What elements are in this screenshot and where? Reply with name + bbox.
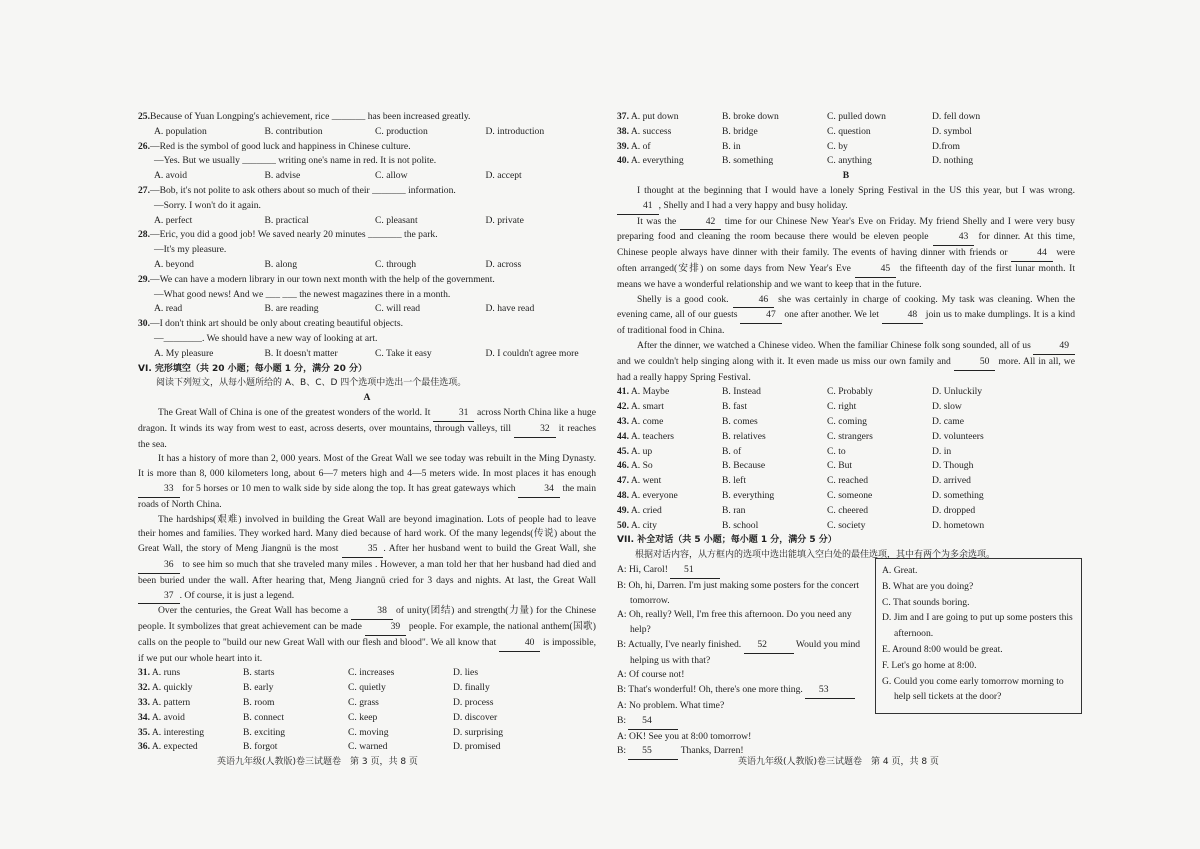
blank-43[interactable]: 43 — [933, 230, 975, 246]
question-text: —Bob, it's not polite to ask others about so much of their _______ information. — [150, 184, 456, 196]
option-choice[interactable]: 41. A. Maybe — [617, 386, 670, 398]
option-choice[interactable]: D. nothing — [932, 155, 974, 167]
option-choice[interactable]: C. grass — [348, 697, 379, 709]
option-choice[interactable]: C. Probably — [827, 386, 873, 398]
option-choice[interactable]: C. strangers — [827, 430, 873, 442]
option-choice[interactable]: C. cheered — [827, 504, 869, 516]
cloze-option-row — [138, 666, 596, 681]
option-choice[interactable]: D. lies — [453, 667, 479, 679]
cloze-option-row — [617, 459, 1075, 474]
option-choice[interactable]: A. population — [154, 125, 207, 137]
option-choice[interactable]: C. through — [375, 258, 417, 270]
option-choice[interactable]: C. pleasant — [375, 214, 418, 226]
option-choice[interactable]: C. But — [827, 460, 853, 472]
question-number: 41. — [617, 386, 629, 398]
option-choice[interactable]: 38. A. success — [617, 125, 672, 137]
box-option: G. Could you come early tomorrow morning to help sell tickets at the door? — [882, 675, 1064, 703]
option-choice[interactable]: 33. A. pattern — [138, 697, 191, 709]
option-choice[interactable]: C. coming — [827, 415, 867, 427]
question-item — [138, 273, 596, 317]
option-choice[interactable]: B. starts — [243, 667, 275, 679]
option-choice[interactable]: D.from — [932, 140, 960, 152]
blank-37[interactable]: 37 — [138, 589, 180, 605]
option-choice[interactable]: C. anything — [827, 155, 872, 167]
option-choice[interactable]: 34. A. avoid — [138, 711, 185, 723]
passage-a-paragraph: The hardships(艰难) involved in building the Great Wall are beyond imagination. Lots of people had to leave their homes and families. They worked hard. Many died because of hard work. Of the many legends(传说) about the Great Wall, the story of Meng Jiangnü is the most 35 . After her husband went to build the Great Wall, she 36 to see him so much that she traveled many miles . However, a man told her that her husband had died and been buried under the wall. After hearing that, Meng Jiangnü cried for 3 days and nights. At last, the Great Wall 37 . Of course, it is just a legend. — [138, 513, 596, 605]
option-choice[interactable]: D. Unluckily — [932, 386, 983, 398]
cloze-options-41-50 — [617, 385, 1075, 533]
option-choice[interactable]: C. will read — [375, 303, 421, 315]
cloze-option-row — [617, 474, 1075, 489]
blank-55[interactable]: 55 — [628, 744, 678, 760]
question-number: 38. — [617, 125, 629, 137]
blank-33[interactable]: 33 — [138, 482, 180, 498]
option-choice[interactable]: B. relatives — [722, 430, 766, 442]
box-option: E. Around 8:00 would be great. — [882, 643, 1003, 655]
dialogue-text: Oh, really? Well, I'm free this afternoon. Do you need any help? — [629, 609, 852, 636]
question-number: 25. — [138, 111, 150, 122]
cloze-option-row — [617, 519, 1075, 534]
question-item — [138, 228, 596, 272]
option-choice[interactable]: D. hometown — [932, 519, 985, 531]
dialogue-line — [617, 638, 869, 669]
speaker-label: B: — [617, 684, 629, 696]
option-choice[interactable]: C. someone — [827, 489, 873, 501]
dialogue-line — [617, 714, 869, 730]
cloze-option-row — [617, 489, 1075, 504]
blank-44[interactable]: 44 — [1011, 246, 1053, 262]
cloze-option-row — [617, 430, 1075, 445]
cloze-option-row — [617, 110, 1075, 125]
option-choice[interactable]: C. increases — [348, 667, 395, 679]
question-number: 36. — [138, 741, 150, 753]
dialogue-line — [617, 683, 869, 699]
option-choice[interactable]: B. advise — [264, 170, 301, 182]
option-choice[interactable]: 48. A. everyone — [617, 489, 678, 501]
question-options — [138, 302, 596, 317]
option-choice[interactable]: B. bridge — [722, 125, 758, 137]
option-choice[interactable]: 42. A. smart — [617, 401, 664, 413]
option-choice[interactable]: D. arrived — [932, 475, 971, 487]
option-choice[interactable]: B. comes — [722, 415, 758, 427]
option-choice[interactable]: D. slow — [932, 401, 962, 413]
option-choice[interactable]: B. Because — [722, 460, 766, 472]
question-item — [138, 317, 596, 361]
option-choice[interactable]: 40. A. everything — [617, 155, 684, 167]
dialogue-line — [617, 563, 869, 579]
speaker-label: A: — [617, 700, 629, 712]
passage-b-paragraph: After the dinner, we watched a Chinese video. When the familiar Chinese folk song sounded, all of us 49 and we couldn't help singing along with it. It even made us miss our own family and 50 more. All in all, we had a really happy Spring Festival. — [617, 339, 1075, 383]
speaker-label: A: — [617, 609, 629, 621]
option-choice[interactable]: B. It doesn't matter — [264, 347, 338, 359]
page-footer-3: 英语九年级(人教版)卷三试题卷 第 3 页，共 8 页 — [217, 757, 418, 767]
cloze-option-row — [617, 445, 1075, 460]
dialogue-text: Oh, hi, Darren. I'm just making some posters for the concert tomorrow. — [628, 579, 860, 606]
question-number: 46. — [617, 460, 629, 472]
blank-46[interactable]: 46 — [733, 293, 775, 309]
question-stem — [138, 140, 596, 155]
dialogue-line — [617, 579, 869, 609]
option-choice[interactable]: D. across — [485, 258, 522, 270]
section-cloze-heading — [138, 362, 596, 406]
cloze-options-37-40 — [617, 110, 1075, 169]
cloze-option-row — [617, 400, 1075, 415]
question-stem — [138, 273, 596, 288]
option-choice[interactable]: D. in — [932, 445, 952, 457]
cloze-option-row — [617, 154, 1075, 169]
option-choice[interactable]: D. surprising — [453, 726, 504, 738]
question-number: 47. — [617, 475, 629, 487]
box-option: F. Let's go home at 8:00. — [882, 659, 977, 671]
question-item — [138, 110, 596, 140]
blank-36[interactable]: 36 — [138, 558, 180, 574]
option-choice[interactable]: B. exciting — [243, 726, 286, 738]
option-choice[interactable]: B. fast — [722, 401, 748, 413]
option-choice[interactable]: 36. A. expected — [138, 741, 198, 753]
option-choice[interactable]: C. moving — [348, 726, 389, 738]
option-choice[interactable]: D. process — [453, 697, 494, 709]
option-choice[interactable]: B. contribution — [264, 125, 323, 137]
box-option: D. Jim and I are going to put up some posters this afternoon. — [882, 612, 1073, 640]
dialogue-line — [617, 699, 869, 714]
option-choice[interactable]: 35. A. interesting — [138, 726, 205, 738]
option-choice[interactable]: A. avoid — [154, 170, 188, 182]
dialogue-line — [617, 668, 869, 683]
question-options — [138, 258, 596, 273]
option-choice[interactable]: D. I couldn't agree more — [485, 347, 579, 359]
option-choice[interactable]: A. perfect — [154, 214, 193, 226]
blank-54[interactable]: 54 — [628, 714, 678, 730]
question-number: 37. — [617, 111, 629, 122]
blank-38[interactable]: 38 — [351, 604, 393, 620]
question-options — [138, 214, 596, 229]
passage-a-paragraph: It has a history of more than 2, 000 years. Most of the Great Wall we see today was rebuilt in the Ming Dynasty. It is more than 8, 000 kilometers long, about 6—7 meters high and 4—5 meters wide. In most places it has enough 33 for 5 horses or 10 men to walk side by side along the top. It has great gateways which 34 the main roads of North China. — [138, 453, 596, 510]
option-choice[interactable]: D. volunteers — [932, 430, 984, 442]
option-choice[interactable]: D. fell down — [932, 111, 981, 122]
option-choice[interactable]: 31. A. runs — [138, 667, 181, 679]
question-number: 31. — [138, 667, 150, 679]
blank-32[interactable]: 32 — [514, 422, 556, 438]
option-choice[interactable]: A. read — [154, 303, 183, 315]
option-choice[interactable]: C. quietly — [348, 682, 386, 694]
question-text: —Eric, you did a good job! We saved nearly 20 minutes _______ the park. — [150, 229, 438, 241]
blank-39[interactable]: 39 — [365, 620, 407, 636]
option-choice[interactable]: 37. A. put down — [617, 111, 679, 122]
option-choice[interactable]: B. of — [722, 445, 742, 457]
question-number: 27. — [138, 184, 150, 196]
blank-45[interactable]: 45 — [855, 262, 897, 278]
question-stem — [138, 184, 596, 199]
question-reply: —It's my pleasure. — [154, 244, 227, 256]
option-choice[interactable]: C. warned — [348, 741, 388, 753]
question-number: 40. — [617, 155, 629, 167]
option-choice[interactable]: D. dropped — [932, 504, 976, 516]
left-page — [138, 110, 596, 755]
blank-41[interactable]: 41 — [617, 199, 659, 215]
speaker-label: A: — [617, 730, 629, 742]
speaker-label: A: — [617, 563, 629, 575]
passage-a-paragraph: Over the centuries, the Great Wall has become a 38 of unity(团结) and strength(力量) for the Chinese people. It symbolizes that great achievement can be made 39 people. For example, the national anthem(国歌) calls on the people to "build our new Great Wall with our flesh and blood". We all know that 40 is impossible, if we put our whole heart into it. — [138, 605, 596, 664]
question-number: 32. — [138, 682, 150, 694]
option-choice[interactable]: 32. A. quickly — [138, 682, 193, 694]
option-choice[interactable]: C. Take it easy — [375, 347, 432, 359]
cloze-option-row — [617, 415, 1075, 430]
question-options — [138, 125, 596, 140]
question-number: 49. — [617, 504, 629, 516]
question-stem — [138, 317, 596, 332]
blank-31[interactable]: 31 — [433, 406, 475, 422]
cloze-options-31-36 — [138, 666, 596, 755]
option-choice[interactable]: C. production — [375, 125, 428, 137]
option-choice[interactable]: 44. A. teachers — [617, 430, 675, 442]
blank-40[interactable]: 40 — [499, 636, 541, 652]
cloze-option-row — [617, 140, 1075, 155]
option-choice[interactable]: C. question — [827, 125, 871, 137]
dialogue-text: That's wonderful! Oh, there's one more thing. — [628, 684, 806, 696]
option-choice[interactable]: B. along — [264, 258, 298, 270]
passage-b-paragraph: It was the 42 time for our Chinese New Year's Eve on Friday. My friend Shelly and I were very busy preparing food and cleaning the room because there would be eleven people 43 for dinner. At this time, Chinese people always have dinner with their family. The events of having dinner with friends or 44 were often arranged(安排) on some days from New Year's Eve 45 the fifteenth day of the first lunar month. It means we have a wonderful relationship and we want to keep that in the future. — [617, 215, 1076, 290]
question-reply: —What good news! And we ___ ___ the newest magazines there in a month. — [154, 288, 451, 300]
option-choice[interactable]: C. society — [827, 519, 866, 531]
option-choice[interactable]: C. by — [827, 140, 848, 152]
cloze-option-row — [617, 385, 1075, 400]
dialogue — [617, 563, 869, 760]
question-number: 50. — [617, 519, 629, 531]
question-text: —I don't think art should be only about creating beautiful objects. — [150, 318, 403, 330]
option-choice[interactable]: C. keep — [348, 711, 378, 723]
option-choice[interactable]: B. are reading — [264, 303, 319, 315]
section-title: VI. 完形填空（共 20 小题；每小题 1 分，满分 20 分） — [138, 363, 367, 374]
dialogue-text: No problem. What time? — [629, 700, 725, 712]
option-choice[interactable]: C. pulled down — [827, 111, 886, 122]
blank-42[interactable]: 42 — [680, 215, 722, 231]
question-reply: —Sorry. I won't do it again. — [154, 199, 261, 211]
question-number: 43. — [617, 415, 629, 427]
blank-53[interactable]: 53 — [805, 683, 855, 699]
blank-47[interactable]: 47 — [740, 308, 782, 324]
speaker-label: B: — [617, 579, 629, 591]
blank-50[interactable]: 50 — [954, 355, 996, 371]
question-number: 28. — [138, 229, 150, 241]
blank-34[interactable]: 34 — [518, 482, 560, 498]
option-choice[interactable]: D. discover — [453, 711, 498, 723]
option-choice[interactable]: D. accept — [485, 170, 522, 182]
option-choice[interactable]: B. everything — [722, 489, 775, 501]
option-choice[interactable]: A. beyond — [154, 258, 194, 270]
question-stem — [138, 110, 596, 125]
blank-51[interactable]: 51 — [670, 563, 720, 579]
question-item — [138, 184, 596, 228]
option-choice[interactable]: B. school — [722, 519, 759, 531]
option-choice[interactable]: D. private — [485, 214, 524, 226]
question-reply: —Yes. But we usually _______ writing one's name in red. It is not polite. — [154, 155, 437, 167]
section-instruction: 阅读下列短文，从每小题所给的 A、B、C、D 四个选项中选出一个最佳选项。 — [156, 378, 467, 389]
question-item — [138, 140, 596, 184]
cloze-option-row — [138, 681, 596, 696]
passage-b-paragraph: Shelly is a good cook. 46 she was certainly in charge of cooking. My task was cleaning. When the evening came, all of our guests 47 one after another. We let 48 join us to make dumplings. It is a kind of traditional food in China. — [617, 293, 1076, 337]
option-choice[interactable]: B. room — [243, 697, 275, 709]
option-choice[interactable]: D. have read — [485, 303, 535, 315]
blank-49[interactable]: 49 — [1033, 339, 1075, 355]
cloze-option-row — [617, 504, 1075, 519]
question-number: 26. — [138, 140, 150, 152]
passage-a-paragraph: The Great Wall of China is one of the greatest wonders of the world. It 31 across North China like a huge dragon. It winds its way from west to east, across deserts, over mountains, through valleys, till 32 it reaches the sea. — [138, 406, 597, 450]
option-choice[interactable]: B. early — [243, 682, 274, 694]
cloze-option-row — [138, 696, 596, 711]
option-choice[interactable]: 39. A. of — [617, 140, 651, 152]
option-choice[interactable]: D. Though — [932, 460, 974, 472]
option-choice[interactable]: B. left — [722, 475, 746, 487]
option-choice[interactable]: 47. A. went — [617, 475, 662, 487]
option-choice[interactable]: D. symbol — [932, 125, 972, 137]
dialogue-option-box — [875, 558, 1082, 714]
option-choice[interactable]: D. introduction — [485, 125, 545, 137]
dialogue-text: Actually, I've nearly finished. — [627, 638, 744, 650]
box-option: B. What are you doing? — [882, 580, 974, 592]
option-choice[interactable]: B. something — [722, 155, 774, 167]
dialogue-line — [617, 730, 869, 745]
question-number: 44. — [617, 430, 629, 442]
option-choice[interactable]: D. something — [932, 489, 984, 501]
question-text: —We can have a modern library in our town next month with the help of the government. — [150, 273, 495, 285]
multiple-choice-list — [138, 110, 596, 362]
passage-b-paragraph: I thought at the beginning that I would have a lonely Spring Festival in the US this year, but I was wrong. 41 , Shelly and I had a very happy and busy holiday. — [617, 184, 1075, 215]
page-footer-4: 英语九年级(人教版)卷三试题卷 第 4 页，共 8 页 — [738, 757, 939, 767]
option-choice[interactable]: B. connect — [243, 711, 285, 723]
question-reply: —________. We should have a new way of looking at art. — [154, 332, 378, 344]
section-title: VII. 补全对话（共 5 小题；每小题 1 分，满分 5 分） — [617, 535, 837, 546]
dialogue-text: Of course not! — [629, 669, 685, 681]
question-number: 42. — [617, 401, 629, 413]
option-choice[interactable]: 46. A. So — [617, 460, 653, 472]
speaker-label: A: — [617, 669, 629, 681]
question-number: 29. — [138, 273, 150, 285]
dialogue-text: Would you mind helping us with that? — [630, 638, 861, 666]
cloze-option-row — [138, 711, 596, 726]
dialogue-text: OK! See you at 8:00 tomorrow! — [629, 730, 752, 742]
option-choice[interactable]: 49. A. cried — [617, 504, 662, 516]
question-number: 33. — [138, 697, 150, 709]
option-choice[interactable]: C. to — [827, 445, 846, 457]
option-choice[interactable]: 43. A. come — [617, 415, 664, 427]
dialogue-line — [617, 608, 869, 638]
passage-label: A — [363, 392, 371, 404]
option-choice[interactable]: B. practical — [264, 214, 309, 226]
option-choice[interactable]: B. forgot — [243, 741, 278, 753]
question-number: 39. — [617, 140, 629, 152]
question-stem — [138, 228, 596, 243]
question-number: 45. — [617, 445, 629, 457]
box-option: C. That sounds boring. — [882, 596, 970, 608]
dialogue-text: Hi, Carol! — [629, 563, 671, 575]
question-text: Because of Yuan Longping's achievement, rice _______ has been increased greatly. — [150, 111, 471, 122]
option-choice[interactable]: D. came — [932, 415, 964, 427]
section-instruction: 根据对话内容，从方框内的选项中选出能填入空白处的最佳选项，其中有两个为多余选项。 — [635, 550, 996, 561]
speaker-label: B: — [617, 714, 629, 726]
option-choice[interactable]: A. My pleasure — [154, 347, 214, 359]
passage-label: B — [842, 170, 850, 182]
option-choice[interactable]: B. Instead — [722, 386, 761, 398]
dialogue-text: Thanks, Darren! — [678, 745, 744, 757]
question-number: 35. — [138, 726, 150, 738]
cloze-option-row — [138, 726, 596, 741]
option-choice[interactable]: D. finally — [453, 682, 490, 694]
option-choice[interactable]: C. right — [827, 401, 857, 413]
speaker-label: B: — [617, 745, 629, 757]
option-choice[interactable]: B. broke down — [722, 111, 779, 122]
option-choice[interactable]: B. ran — [722, 504, 746, 516]
cloze-option-row — [617, 125, 1075, 140]
option-choice[interactable]: C. reached — [827, 475, 869, 487]
question-options — [138, 347, 596, 362]
option-choice[interactable]: D. promised — [453, 741, 501, 753]
blank-48[interactable]: 48 — [882, 308, 924, 324]
box-option: A. Great. — [882, 565, 918, 576]
question-options — [138, 169, 596, 184]
question-number: 48. — [617, 489, 629, 501]
question-text: —Red is the symbol of good luck and happiness in Chinese culture. — [150, 140, 411, 152]
question-number: 34. — [138, 711, 150, 723]
blank-35[interactable]: 35 — [342, 542, 384, 558]
option-choice[interactable]: B. in — [722, 140, 741, 152]
option-choice[interactable]: 45. A. up — [617, 445, 653, 457]
option-choice[interactable]: 50. A. city — [617, 519, 657, 531]
speaker-label: B: — [617, 638, 628, 650]
blank-52[interactable]: 52 — [744, 638, 794, 654]
question-number: 30. — [138, 318, 150, 330]
option-choice[interactable]: C. allow — [375, 170, 408, 182]
